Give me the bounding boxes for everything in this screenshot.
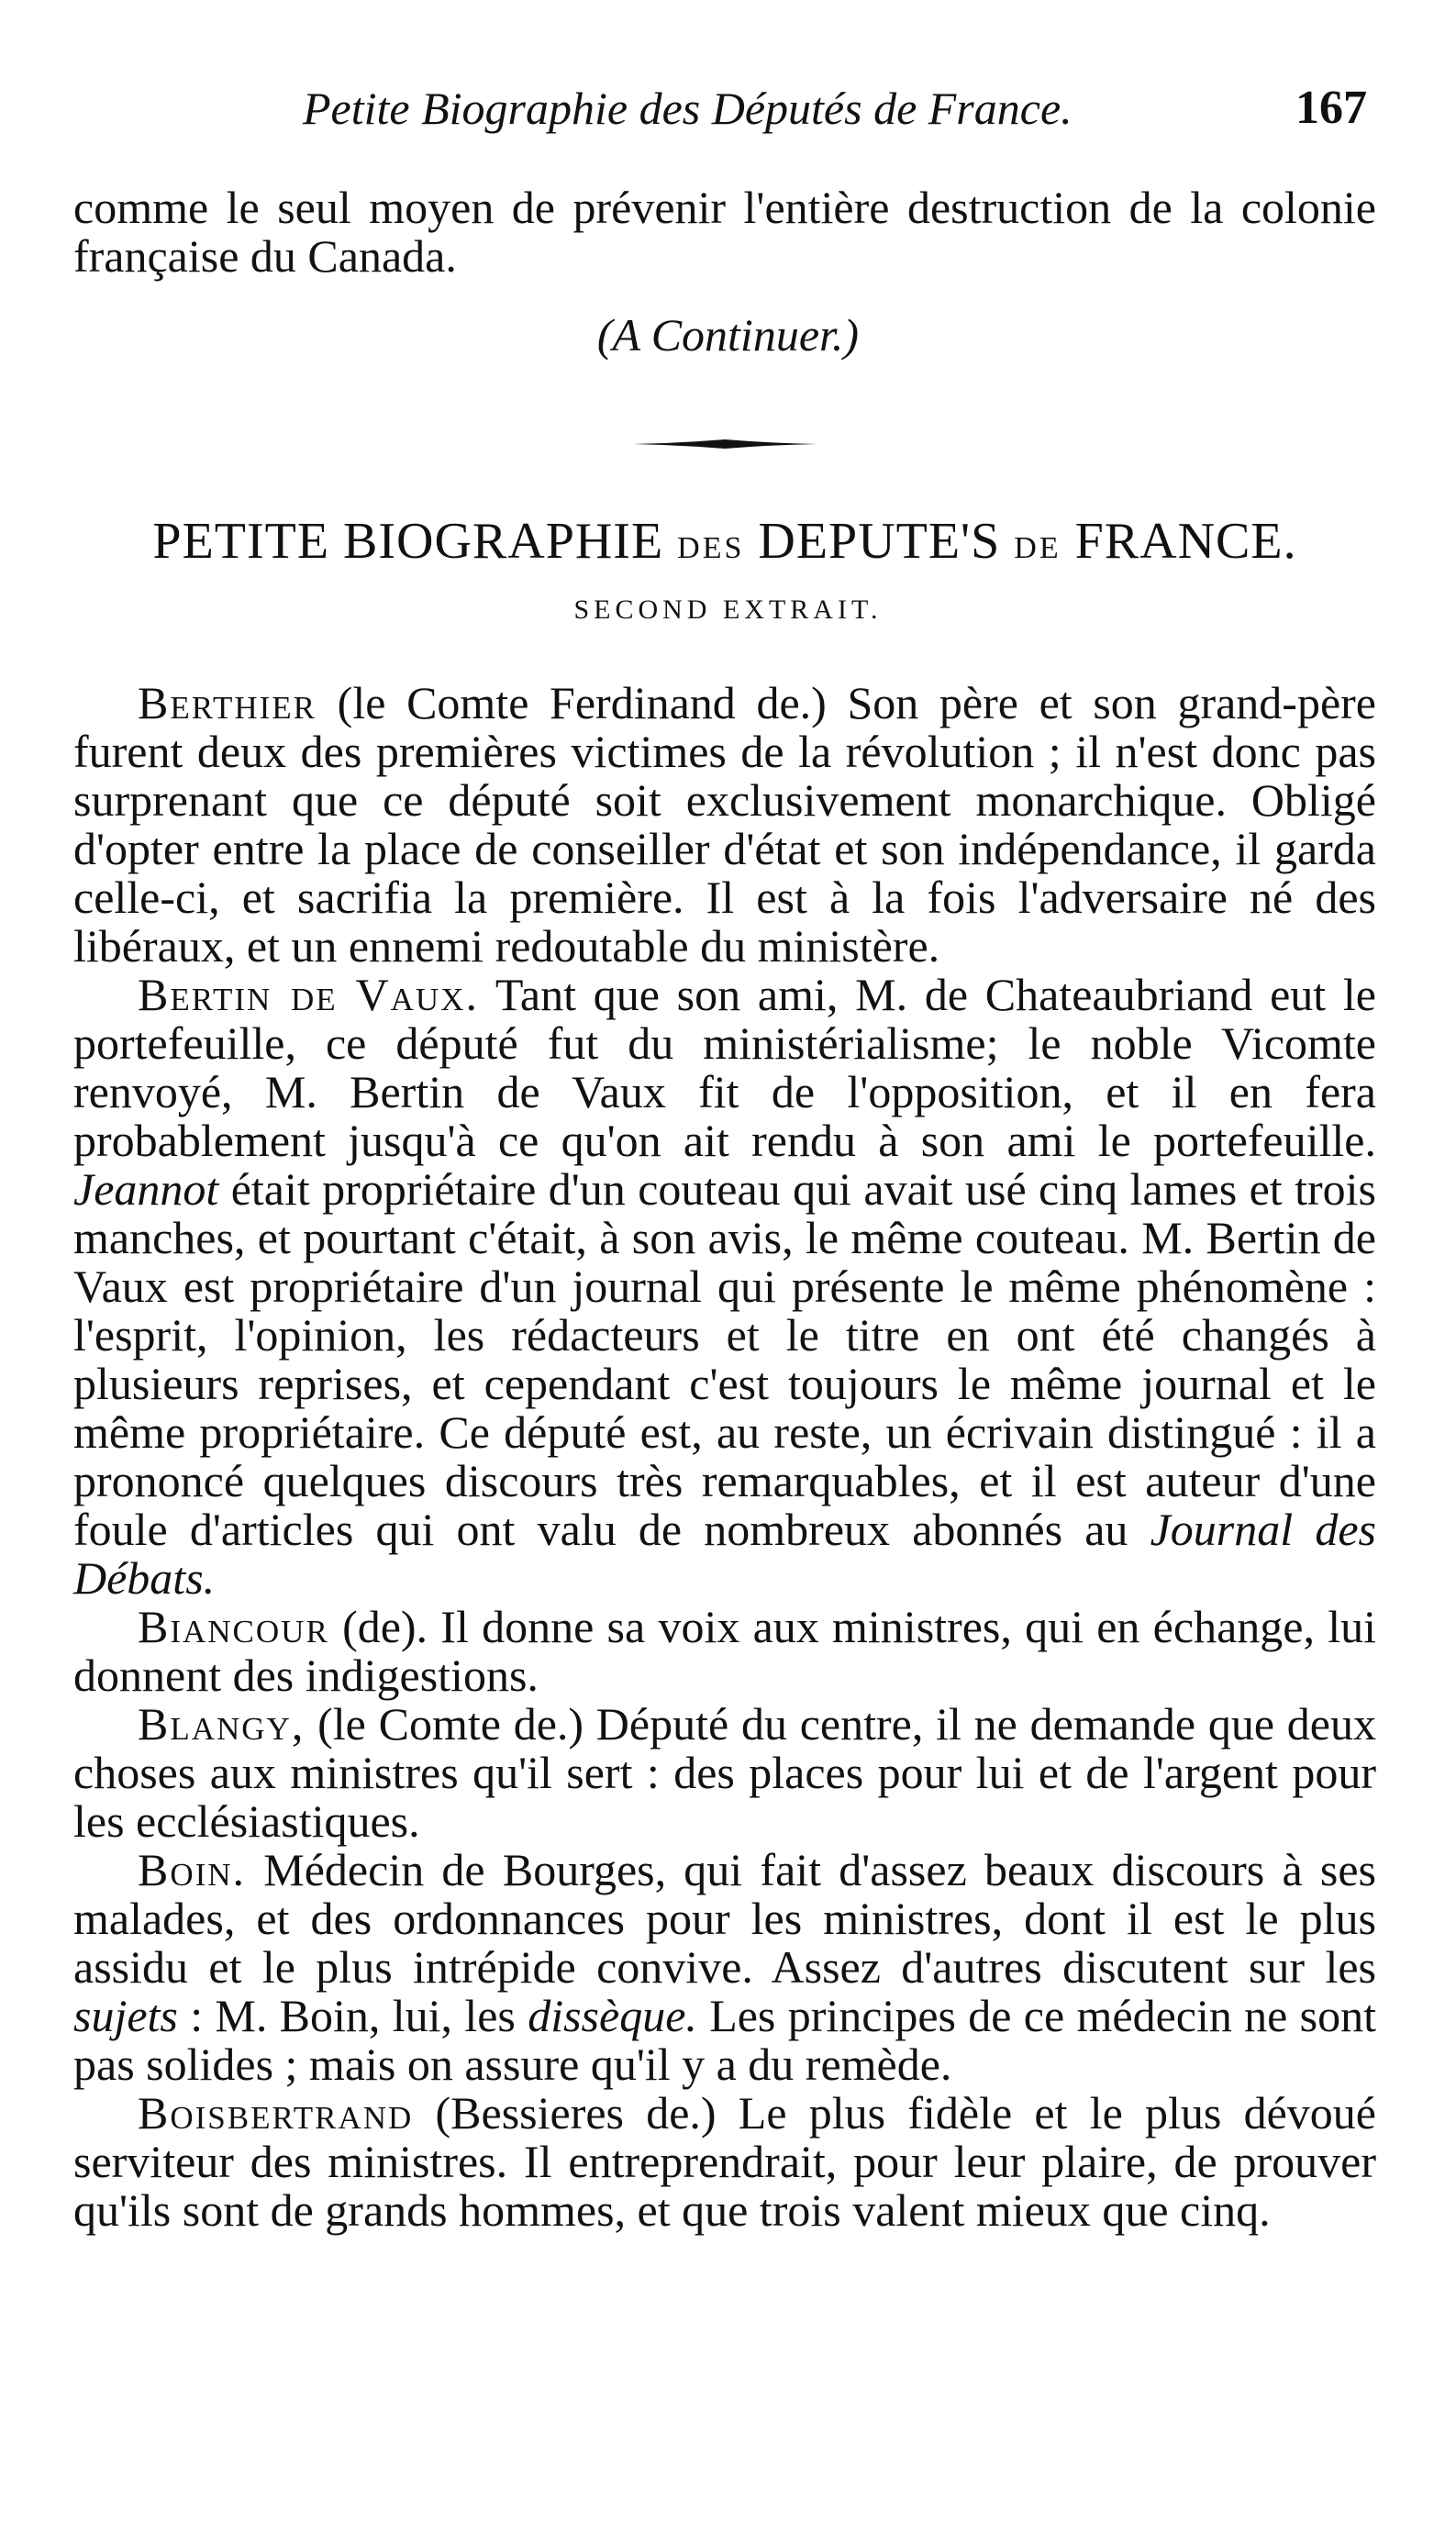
running-title: Petite Biographie des Députés de France.	[303, 83, 1073, 134]
entry-name: Boisbertrand	[138, 2087, 414, 2139]
entry-italic-text: sujets	[73, 1990, 178, 2041]
section-title-part: DE	[1014, 531, 1061, 565]
entry-boisbertrand	[73, 2089, 1376, 2235]
entry-text: Tant que son ami, M. de Chateaubriand eut le portefeuille, ce député fut du ministérialisme; le noble Vicomte renvoyé, M. Bertin de Vaux fit de l'opposition, et il en fera probablement jusqu'à ce qu'on ait rendu à son ami le portefeuille.	[73, 969, 1376, 1166]
entry-italic-text: Jeannot	[73, 1163, 219, 1215]
section-subtitle: SECOND EXTRAIT.	[573, 594, 883, 625]
entry-text: : M. Boin, lui, les	[177, 1990, 528, 2041]
entry-biancour	[73, 1603, 1376, 1700]
entry-bertin-de-vaux	[73, 971, 1376, 1603]
section-title-part: DES	[677, 531, 745, 565]
ornament-rule	[633, 439, 817, 450]
section-title	[73, 509, 1376, 581]
entry-text: (le Comte de.) Député du centre, il ne demande que deux choses aux ministres qu'il sert : des places pour lui et de l'argent pour les ecclésiastiques.	[73, 1698, 1376, 1847]
section-title-part: FRANCE.	[1074, 513, 1297, 570]
entry-name: Biancour	[138, 1601, 329, 1652]
entry-text: (le Comte Ferdinand de.) Son père et son grand-père furent deux des premières victimes de la révolution ; il n'est donc pas surprenant que ce député soit exclusivement monarchique. Obligé d'opter entre la place de conseiller d'état et son indépendance, il garda celle-ci, et sacrifia la première. Il est à la fois l'adversaire né des libéraux, et un ennemi redoutable du ministère.	[73, 677, 1376, 972]
section-title-part: DEPUTE'S	[758, 513, 1001, 570]
entry-name: Boin.	[138, 1844, 247, 1895]
entry-blangy	[73, 1700, 1376, 1846]
entry-berthier	[73, 679, 1376, 971]
biography-entries	[73, 679, 1376, 2235]
entry-boin	[73, 1846, 1376, 2089]
entry-text: (Bessieres de.) Le plus fidèle et le plus dévoué serviteur des ministres. Il entreprendrait, pour leur plaire, de prouver qu'ils sont de grands hommes, et que trois valent mieux que cinq.	[73, 2087, 1376, 2236]
entry-text: Médecin de Bourges, qui fait d'assez beaux discours à ses malades, et des ordonnances pour les ministres, dont il est le plus assidu et le plus intrépide convive. Assez d'autres discutent sur les	[73, 1844, 1376, 1993]
entry-italic-text: dissèque.	[528, 1990, 697, 2041]
continuation-note: (A Continuer.)	[596, 309, 860, 361]
entry-name: Blangy,	[138, 1698, 306, 1750]
entry-text: (de). Il donne sa voix aux ministres, qui en échange, lui donnent des indigestions.	[73, 1601, 1376, 1701]
continuation-paragraph: comme le seul moyen de prévenir l'entière destruction de la colonie française du Canada.	[73, 182, 1376, 282]
entry-name: Bertin de Vaux.	[138, 969, 479, 1020]
entry-italic-text: Journal des Débats.	[73, 1504, 1376, 1604]
entry-name: Berthier	[138, 677, 317, 728]
section-title-part: PETITE BIOGRAPHIE	[152, 513, 664, 570]
entry-text: Les principes de ce médecin ne sont pas solides ; mais on assure qu'il y a du remède.	[73, 1990, 1377, 2090]
page-number: 167	[1295, 82, 1367, 134]
entry-text: était propriétaire d'un couteau qui avait usé cinq lames et trois manches, et pourtant c'était, à son avis, le même couteau. M. Bertin de Vaux est propriétaire d'un journal qui présente le même phénomène : l'esprit, l'opinion, les rédacteurs et le titre en ont été changés à plusieurs reprises, et cependant c'est toujours le même journal et le même propriétaire. Ce député est, au reste, un écrivain distingué : il a prononcé quelques discours très remarquables, et il est auteur d'une foule d'articles qui ont valu de nombreux abonnés au	[73, 1163, 1376, 1555]
